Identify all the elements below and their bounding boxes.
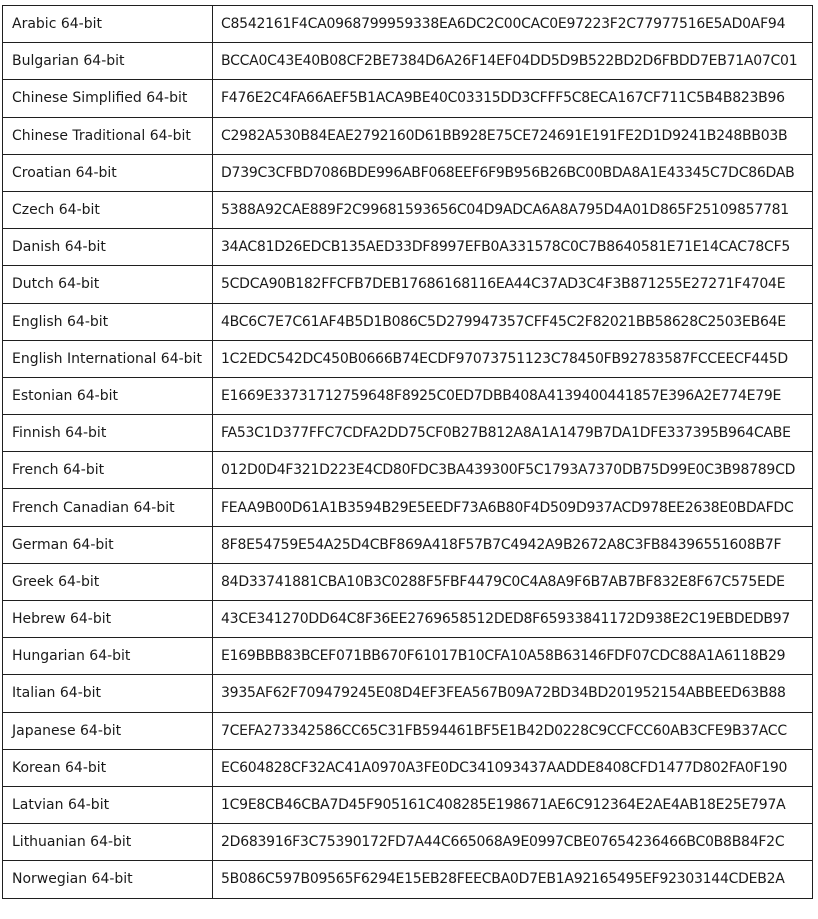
language-cell: French Canadian 64-bit — [3, 489, 213, 526]
table-row — [3, 638, 813, 675]
table-row — [3, 563, 813, 600]
language-cell: Lithuanian 64-bit — [3, 824, 213, 861]
table-row — [3, 601, 813, 638]
table-row — [3, 43, 813, 80]
hash-table — [2, 5, 813, 899]
language-cell: Danish 64-bit — [3, 229, 213, 266]
table-row — [3, 415, 813, 452]
table-row — [3, 526, 813, 563]
table-row — [3, 117, 813, 154]
table-row — [3, 489, 813, 526]
table-row — [3, 712, 813, 749]
hash-cell: 5B086C597B09565F6294E15EB28FEECBA0D7EB1A92165495EF92303144CDEB2A — [213, 861, 813, 898]
language-cell: Croatian 64-bit — [3, 154, 213, 191]
hash-table-body — [3, 6, 813, 899]
hash-cell: 1C2EDC542DC450B0666B74ECDF97073751123C78450FB92783587FCCEECF445D — [213, 340, 813, 377]
table-row — [3, 340, 813, 377]
language-cell: Chinese Simplified 64-bit — [3, 80, 213, 117]
table-row — [3, 675, 813, 712]
hash-cell: 43CE341270DD64C8F36EE2769658512DED8F65933841172D938E2C19EBDEDB97 — [213, 601, 813, 638]
language-cell: Estonian 64-bit — [3, 377, 213, 414]
language-cell: English International 64-bit — [3, 340, 213, 377]
language-cell: Japanese 64-bit — [3, 712, 213, 749]
table-row — [3, 303, 813, 340]
table-row — [3, 749, 813, 786]
table-row — [3, 824, 813, 861]
hash-cell: 3935AF62F709479245E08D4EF3FEA567B09A72BD34BD201952154ABBEED63B88 — [213, 675, 813, 712]
hash-cell: 7CEFA273342586CC65C31FB594461BF5E1B42D0228C9CCFCC60AB3CFE9B37ACC — [213, 712, 813, 749]
hash-cell: 5CDCA90B182FFCFB7DEB17686168116EA44C37AD3C4F3B871255E27271F4704E — [213, 266, 813, 303]
hash-cell: 8F8E54759E54A25D4CBF869A418F57B7C4942A9B2672A8C3FB84396551608B7F — [213, 526, 813, 563]
language-cell: Finnish 64-bit — [3, 415, 213, 452]
language-cell: Bulgarian 64-bit — [3, 43, 213, 80]
table-row — [3, 80, 813, 117]
hash-cell: F476E2C4FA66AEF5B1ACA9BE40C03315DD3CFFF5C8ECA167CF711C5B4B823B96 — [213, 80, 813, 117]
language-cell: Greek 64-bit — [3, 563, 213, 600]
language-cell: Chinese Traditional 64-bit — [3, 117, 213, 154]
language-cell: Hebrew 64-bit — [3, 601, 213, 638]
language-cell: Hungarian 64-bit — [3, 638, 213, 675]
hash-cell: 012D0D4F321D223E4CD80FDC3BA439300F5C1793A7370DB75D99E0C3B98789CD — [213, 452, 813, 489]
language-cell: Dutch 64-bit — [3, 266, 213, 303]
hash-cell: FA53C1D377FFC7CDFA2DD75CF0B27B812A8A1A1479B7DA1DFE337395B964CABE — [213, 415, 813, 452]
hash-cell: 84D33741881CBA10B3C0288F5FBF4479C0C4A8A9F6B7AB7BF832E8F67C575EDE — [213, 563, 813, 600]
hash-cell: 34AC81D26EDCB135AED33DF8997EFB0A331578C0C7B8640581E71E14CAC78CF5 — [213, 229, 813, 266]
hash-cell: FEAA9B00D61A1B3594B29E5EEDF73A6B80F4D509D937ACD978EE2638E0BDAFDC — [213, 489, 813, 526]
hash-cell: 1C9E8CB46CBA7D45F905161C408285E198671AE6C912364E2AE4AB18E25E797A — [213, 786, 813, 823]
table-row — [3, 377, 813, 414]
hash-cell: BCCA0C43E40B08CF2BE7384D6A26F14EF04DD5D9B522BD2D6FBDD7EB71A07C01 — [213, 43, 813, 80]
language-cell: English 64-bit — [3, 303, 213, 340]
hash-cell: 5388A92CAE889F2C99681593656C04D9ADCA6A8A795D4A01D865F25109857781 — [213, 191, 813, 228]
language-cell: Norwegian 64-bit — [3, 861, 213, 898]
language-cell: Arabic 64-bit — [3, 6, 213, 43]
language-cell: Italian 64-bit — [3, 675, 213, 712]
table-row — [3, 6, 813, 43]
hash-cell: EC604828CF32AC41A0970A3FE0DC341093437AADDE8408CFD1477D802FA0F190 — [213, 749, 813, 786]
hash-cell: C8542161F4CA0968799959338EA6DC2C00CAC0E97223F2C77977516E5AD0AF94 — [213, 6, 813, 43]
language-cell: French 64-bit — [3, 452, 213, 489]
table-row — [3, 786, 813, 823]
hash-cell: C2982A530B84EAE2792160D61BB928E75CE724691E191FE2D1D9241B248BB03B — [213, 117, 813, 154]
language-cell: Latvian 64-bit — [3, 786, 213, 823]
table-row — [3, 191, 813, 228]
table-row — [3, 229, 813, 266]
language-cell: Czech 64-bit — [3, 191, 213, 228]
hash-cell: D739C3CFBD7086BDE996ABF068EEF6F9B956B26BC00BDA8A1E43345C7DC86DAB — [213, 154, 813, 191]
table-row — [3, 266, 813, 303]
language-cell: German 64-bit — [3, 526, 213, 563]
table-row — [3, 154, 813, 191]
hash-cell: E1669E33731712759648F8925C0ED7DBB408A4139400441857E396A2E774E79E — [213, 377, 813, 414]
language-cell: Korean 64-bit — [3, 749, 213, 786]
table-row — [3, 861, 813, 898]
hash-cell: 2D683916F3C75390172FD7A44C665068A9E0997CBE07654236466BC0B8B84F2C — [213, 824, 813, 861]
table-row — [3, 452, 813, 489]
hash-cell: 4BC6C7E7C61AF4B5D1B086C5D279947357CFF45C2F82021BB58628C2503EB64E — [213, 303, 813, 340]
hash-cell: E169BBB83BCEF071BB670F61017B10CFA10A58B63146FDF07CDC88A1A6118B29 — [213, 638, 813, 675]
